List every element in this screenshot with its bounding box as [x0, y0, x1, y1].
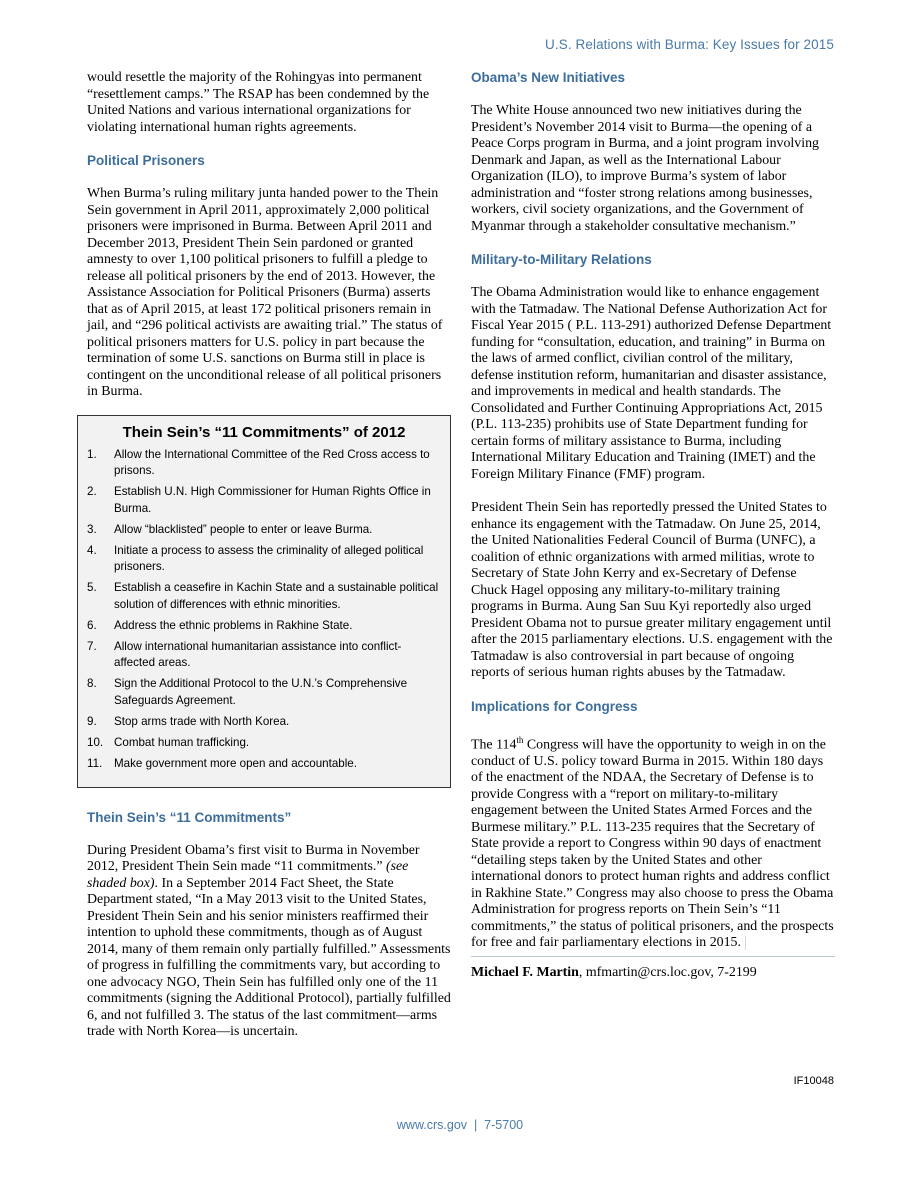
footer-link[interactable]: www.crs.gov | 7-5700: [396, 1118, 524, 1132]
list-item: [78, 522, 450, 539]
item-text: Stop arms trade with North Korea.: [114, 714, 290, 728]
congress-heading: Implications for Congress: [471, 698, 638, 714]
item-text: Allow the International Committee of the Red Cross access to prisons.: [114, 447, 430, 477]
military-body-1: The Obama Administration would like to enhance engagement with the Tatmadaw. The National Defense Authorization Act for Fiscal Year 2015 ( P.L. 113-291) authorized Defense Department funding for “consultation, education, and training” in Burma on the laws of armed conflict, civilian control of the military, defense institution reform, humanitarian and disaster assistance, and improvements in medical and health standards. The Consolidated and Further Continuing Appropriations Act, 2015 (P.L. 113-235) prohibits use of State Department funding for certain forms of military assistance to Burma, including International Military Education and Training (IMET) and the Foreign Military Finance (FMF) program.: [471, 285, 832, 482]
item-text: Initiate a process to assess the criminality of alleged political prisoners.: [114, 543, 424, 573]
list-item: [78, 447, 450, 480]
item-number: 1.: [87, 447, 97, 461]
political-prisoners-heading: Political Prisoners: [87, 153, 205, 168]
change-bar: [745, 936, 746, 950]
list-item: [78, 484, 450, 517]
congress-body: [471, 732, 835, 952]
item-text: Sign the Additional Protocol to the U.N.’s Comprehensive Safeguards Agreement.: [114, 677, 408, 707]
left-column: [87, 70, 451, 1041]
item-text: Address the ethnic problems in Rakhine State.: [114, 618, 353, 632]
item-number: 4.: [87, 543, 97, 557]
item-number: 3.: [87, 522, 97, 536]
list-item: [78, 714, 450, 731]
item-number: 8.: [87, 677, 97, 690]
commitments-list: [78, 447, 450, 773]
intro-paragraph: would resettle the majority of the Rohingyas into permanent “resettlement camps.” The RSAP has been condemned by the United Nations and various international organizations for violating international human rights agreements.: [87, 70, 430, 135]
running-header: U.S. Relations with Burma: Key Issues for 2015: [545, 37, 834, 52]
military-heading: Military-to-Military Relations: [471, 252, 652, 267]
item-number: 5.: [87, 581, 97, 594]
list-item: [78, 639, 450, 672]
commitments-text-b: . In a September 2014 Fact Sheet, the State Department stated, “In a May 2013 visit to the United States, President Thein Sein and his senior ministers reaffirmed their intention to uphold these commitments, though as of August 2014, many of them remain only partially fulfilled.” Assessments of progress in fulfilling the commitments vary, but according to one advocacy NGO, Thein Sein has fulfilled only one of the 11 commitments (signing the Additional Protocol), partially fulfilled 6, and not fulfilled 3. The status of the last commitment—arms trade with North Korea—is uncertain.: [87, 875, 451, 1039]
item-number: 6.: [87, 618, 97, 632]
list-item: [78, 580, 450, 613]
list-item: [78, 756, 450, 773]
box-title: Thein Sein’s “11 Commitments” of 2012: [122, 423, 406, 441]
list-item: [78, 735, 450, 752]
initiatives-heading: Obama’s New Initiatives: [471, 70, 626, 85]
author-name: Michael F. Martin: [471, 964, 579, 980]
right-column: [471, 70, 835, 981]
item-text: Make government more open and accountable.: [114, 756, 357, 770]
author-contact: , mfmartin@crs.loc.gov, 7-2199: [578, 964, 757, 980]
military-body-2: President Thein Sein has reportedly pressed the United States to enhance its engagement with the Tatmadaw. On June 25, 2014, the United Nationalities Federal Council of Burma (UNFC), a coalition of ethnic organizations with armed militias, wrote to Secretary of State John Kerry and ex-Secretary of Defense Chuck Hagel opposing any military-to-military training programs in Burma. Aung San Suu Kyi reportedly also urged President Obama not to pursue greater military engagement until after the 2015 parliamentary elections. U.S. engagement with the Tatmadaw is also controversial in part because of ongoing reports of serious human rights abuses by the Tatmadaw.: [471, 500, 833, 680]
commitments-heading: Thein Sein’s “11 Commitments”: [87, 809, 292, 825]
political-prisoners-body: When Burma’s ruling military junta handed power to the Thein Sein government in April 2011, approximately 2,000 political prisoners were imprisoned in Burma. Between April 2011 and December 2013, President Thein Sein pardoned or granted amnesty to over 1,100 political prisoners to fulfill a pledge to release all political prisoners by the end of 2013. However, the Assistance Association for Political Prisoners (Burma) asserts that as of April 2015, at least 172 political prisoners remain in jail, and “296 political activists are awaiting trial.” The status of political prisoners matters for U.S. policy in part because the termination of some U.S. sanctions on Burma still in place is contingent on the unconditional release of all political prisoners in Burma.: [87, 186, 443, 399]
see-shaded-box-ref: (see shaded box): [87, 859, 409, 891]
congress-text-post: Congress will have the opportunity to weigh in on the conduct of U.S. policy toward Burma in 2015. Within 180 days of the enactment of the NDAA, the Secretary of Defense is to provide Congress with a “report on military-to-military engagement between the United States Armed Forces and the Burmese military.” P.L. 113-235 requires that the Secretary of State provide a report to Congress within 90 days of enactment “detailing steps taken by the United States and other international donors to protect human rights and address conflict in Rakhine State.” Congress may also choose to press the Obama Administration for progress reports on Thein Sein’s “11 commitments,” the status of political prisoners, and the prospects for free and fair parliamentary elections in 2015.: [471, 737, 834, 951]
commitments-shaded-box: [77, 415, 451, 788]
superscript-th: th: [516, 734, 524, 745]
item-text: Allow “blacklisted” people to enter or leave Burma.: [114, 522, 373, 536]
author-line: [471, 965, 835, 982]
commitments-text-a: During President Obama’s first visit to Burma in November 2012, President Thein Sein made “11 commitments.”: [87, 842, 420, 874]
item-text: Establish a ceasefire in Kachin State and a sustainable political solution of differences with ethnic minorities.: [114, 581, 439, 611]
item-text: Combat human trafficking.: [114, 735, 250, 749]
commitments-body: [87, 843, 451, 1041]
list-item: [78, 618, 450, 635]
author-divider: [471, 956, 835, 957]
item-number: 11.: [87, 756, 103, 770]
item-text: Allow international humanitarian assistance into conflict-affected areas.: [114, 639, 402, 669]
item-number: 7.: [87, 639, 97, 653]
list-item: [78, 676, 450, 709]
congress-text-pre: The 114: [471, 737, 517, 753]
list-item: [78, 543, 450, 576]
report-id: IF10048: [793, 1075, 834, 1087]
item-number: 2.: [87, 485, 97, 498]
item-number: 9.: [87, 714, 97, 728]
initiatives-body: The White House announced two new initiatives during the President’s November 2014 visit to Burma—the opening of a Peace Corps program in Burma, and a joint program involving Denmark and Japan, as well as the International Labour Organization (ILO), to improve Burma’s system of labor administration and “foster strong relations among businesses, workers, civil society organizations, and the Government of Myanmar through a stakeholder consultative mechanism.”: [471, 103, 819, 234]
item-text: Establish U.N. High Commissioner for Human Rights Office in Burma.: [114, 485, 431, 515]
item-number: 10.: [87, 735, 104, 749]
